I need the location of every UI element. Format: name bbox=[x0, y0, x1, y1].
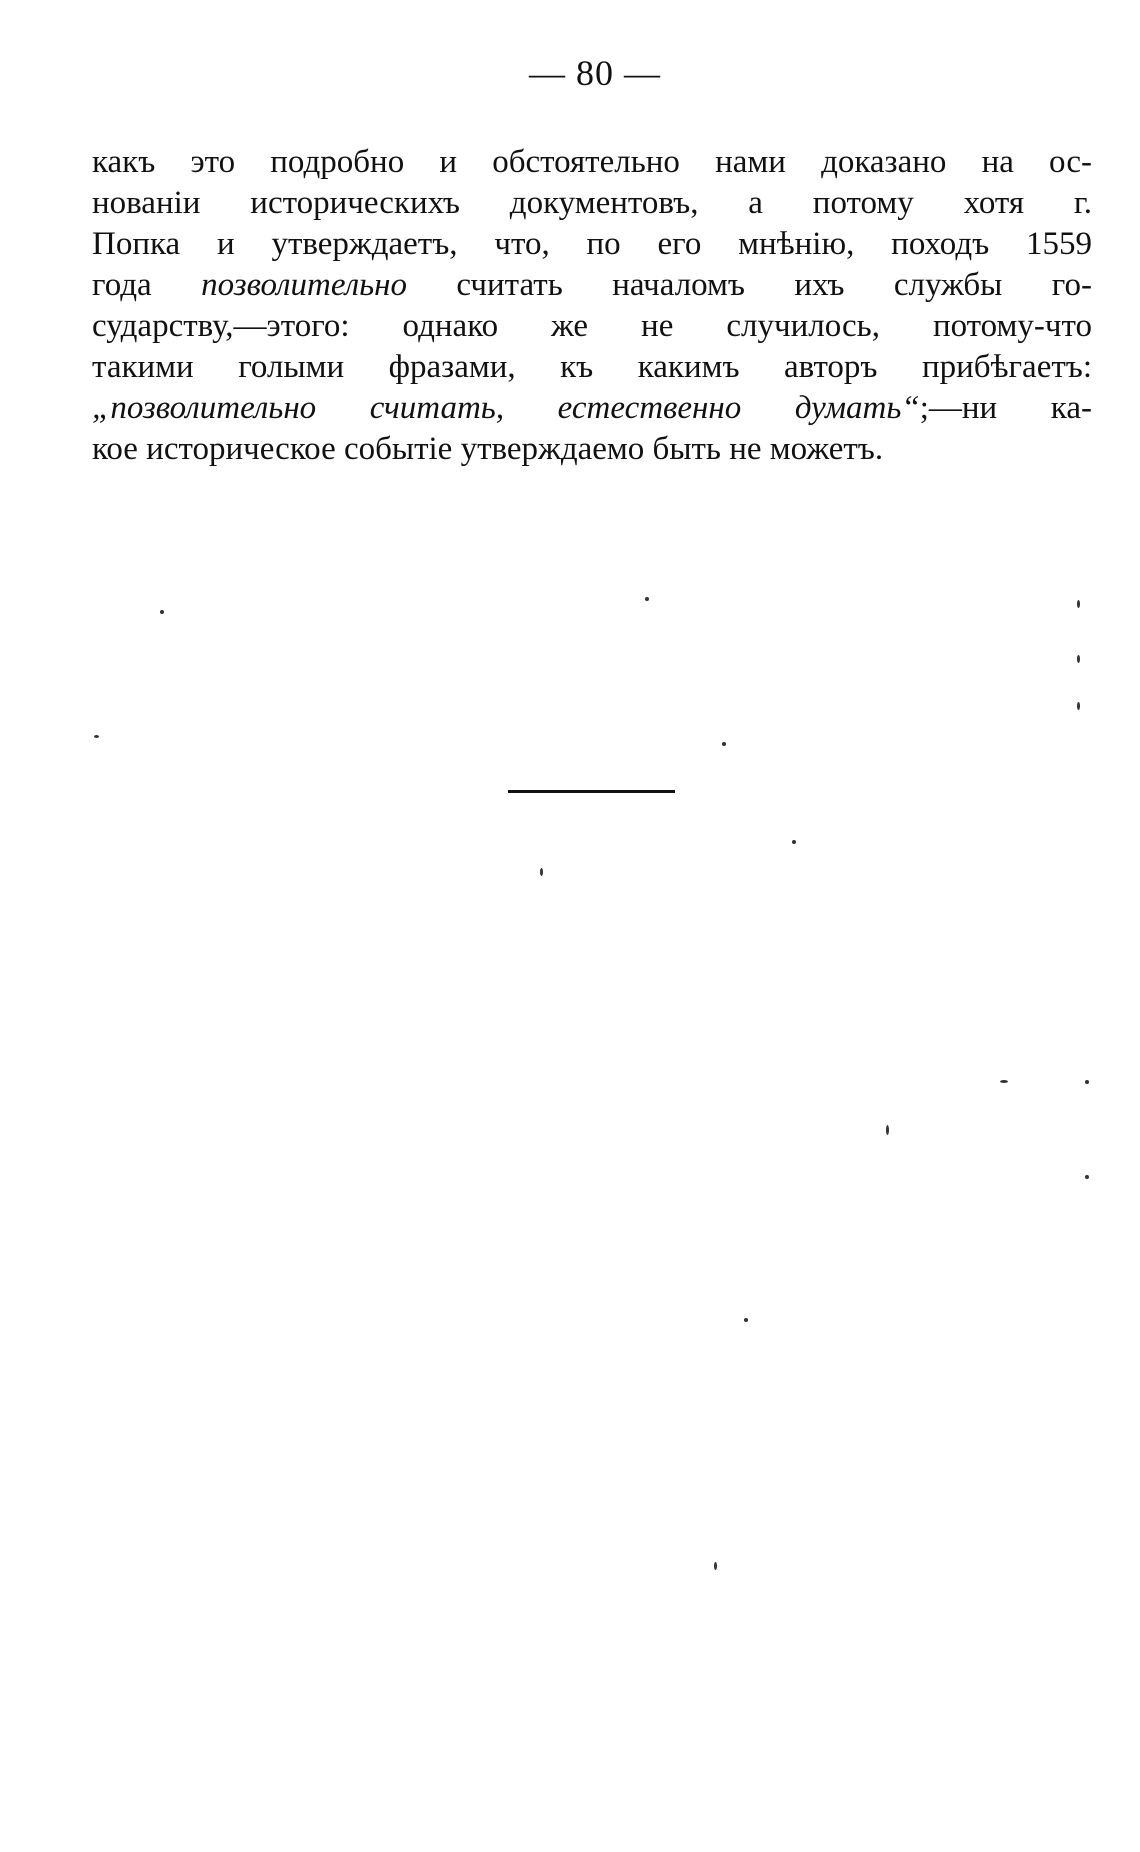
text-line-3: Попка и утверждаетъ, что, по его мнѣнію, походъ 1559 bbox=[92, 226, 1092, 262]
scan-speck bbox=[886, 1125, 889, 1135]
text-line-4-end: считать началомъ ихъ службы го- bbox=[406, 267, 1092, 303]
scan-speck bbox=[744, 1318, 748, 1322]
scan-speck bbox=[94, 735, 99, 738]
scan-speck bbox=[714, 1562, 717, 1570]
section-divider-rule bbox=[508, 790, 675, 793]
scan-speck bbox=[1077, 655, 1080, 663]
text-line-7-end: ;—ни ка- bbox=[919, 390, 1092, 426]
scan-speck bbox=[1085, 1080, 1089, 1084]
scan-speck bbox=[1077, 702, 1080, 710]
main-text bbox=[92, 142, 1092, 470]
italic-phrase: позволительно bbox=[201, 267, 407, 303]
scan-speck bbox=[540, 868, 543, 876]
text-line-6: такими голыми фразами, къ какимъ авторъ прибѣгаетъ: bbox=[92, 349, 1092, 385]
scan-speck bbox=[1000, 1080, 1008, 1083]
text-line-4-start: года bbox=[92, 267, 202, 303]
scan-speck bbox=[645, 597, 649, 601]
scan-speck bbox=[1085, 1175, 1089, 1179]
text-line-8: кое историческое событіе утверждаемо быть не можетъ. bbox=[92, 431, 884, 467]
text-line-1: какъ это подробно и обстоятельно нами доказано на ос- bbox=[92, 144, 1092, 180]
text-line-7 bbox=[92, 388, 1092, 429]
text-line-4 bbox=[92, 265, 1092, 306]
page-number: — 80 — bbox=[529, 53, 661, 93]
italic-quote: „позволительно считать, естественно думать“ bbox=[92, 390, 920, 426]
scan-speck bbox=[722, 742, 726, 746]
scan-speck bbox=[1077, 600, 1080, 608]
scan-speck bbox=[160, 610, 164, 614]
scan-speck bbox=[792, 840, 796, 844]
text-line-5: сударству,—этого: однако же не случилось, потому-что bbox=[92, 308, 1092, 344]
text-line-2: нованіи историческихъ документовъ, а потому хотя г. bbox=[92, 185, 1092, 221]
